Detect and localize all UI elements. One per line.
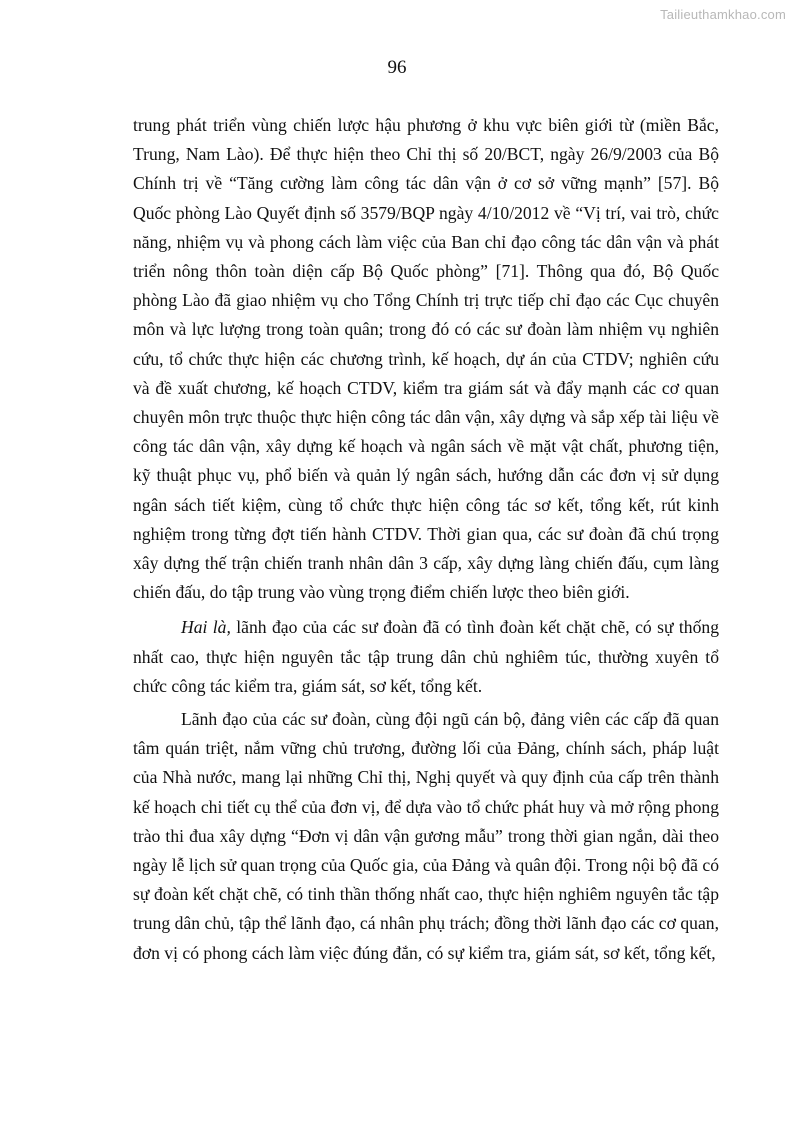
paragraph-2-text: lãnh đạo của các sư đoàn đã có tình đoàn kết chặt chẽ, có sự thống nhất cao, thực hiện nguyên tắc tập trung dân chủ nghiêm túc, thường xuyên tổ chức công tác kiểm tra, giám sát, sơ kết, tổng kết.: [133, 617, 719, 696]
page-number: 96: [387, 57, 407, 78]
watermark: Tailieuthamkhao.com: [660, 7, 786, 22]
paragraph-2-lead: Hai là,: [181, 617, 231, 638]
paragraph-1: trung phát triển vùng chiến lược hậu phương ở khu vực biên giới từ (miền Bắc, Trung, Nam Lào). Để thực hiện theo Chỉ thị số 20/BCT, ngày 26/9/2003 của Bộ Chính trị về “Tăng cường làm công tác dân vận ở cơ sở vững mạnh” [57]. Bộ Quốc phòng Lào Quyết định số 3579/BQP ngày 4/10/2012 về “Vị trí, vai trò, chức năng, nhiệm vụ và phong cách làm việc của Ban chỉ đạo công tác dân vận và phát triển nông thôn toàn diện cấp Bộ Quốc phòng” [71]. Thông qua đó, Bộ Quốc phòng Lào đã giao nhiệm vụ cho Tổng Chính trị trực tiếp chỉ đạo các Cục chuyên môn và lực lượng trong toàn quân; trong đó có các sư đoàn làm nhiệm vụ nghiên cứu, tổ chức thực hiện các chương trình, kế hoạch, dự án của CTDV; nghiên cứu và đề xuất chương, kế hoạch CTDV, kiểm tra giám sát và đẩy mạnh các cơ quan chuyên môn trực thuộc thực hiện công tác dân vận, xây dựng và sắp xếp tài liệu về công tác dân vận, xây dựng kế hoạch và ngân sách về mặt vật chất, phương tiện, kỹ thuật phục vụ, phổ biến và quản lý ngân sách, hướng dẫn các đơn vị sử dụng ngân sách tiết kiệm, cùng tổ chức thực hiện công tác sơ kết, tổng kết, rút kinh nghiệm trong từng đợt tiến hành CTDV. Thời gian qua, các sư đoàn đã chú trọng xây dựng thế trận chiến tranh nhân dân 3 cấp, xây dựng làng chiến đấu, cụm làng chiến đấu, do tập trung vào vùng trọng điểm chiến lược theo biên giới.: [133, 115, 719, 603]
paragraph-2: [133, 613, 719, 701]
body-text: [133, 111, 719, 968]
paragraph-3: Lãnh đạo của các sư đoàn, cùng đội ngũ cán bộ, đảng viên các cấp đã quan tâm quán triệt, nắm vững chủ trương, đường lối của Đảng, chính sách, pháp luật của Nhà nước, mang lại những Chỉ thị, Nghị quyết và quy định của cấp trên thành kế hoạch chi tiết cụ thể của đơn vị, để dựa vào tổ chức phát huy và mở rộng phong trào thi đua xây dựng “Đơn vị dân vận gương mẫu” trong thời gian ngắn, dài theo ngày lễ lịch sử quan trọng của Quốc gia, của Đảng và quân đội. Trong nội bộ đã có sự đoàn kết chặt chẽ, có tinh thần thống nhất cao, thực hiện nghiêm nguyên tắc tập trung dân chủ, tập thể lãnh đạo, cá nhân phụ trách; đồng thời lãnh đạo các cơ quan, đơn vị có phong cách làm việc đúng đắn, có sự kiểm tra, giám sát, sơ kết, tổng kết,: [133, 709, 719, 963]
